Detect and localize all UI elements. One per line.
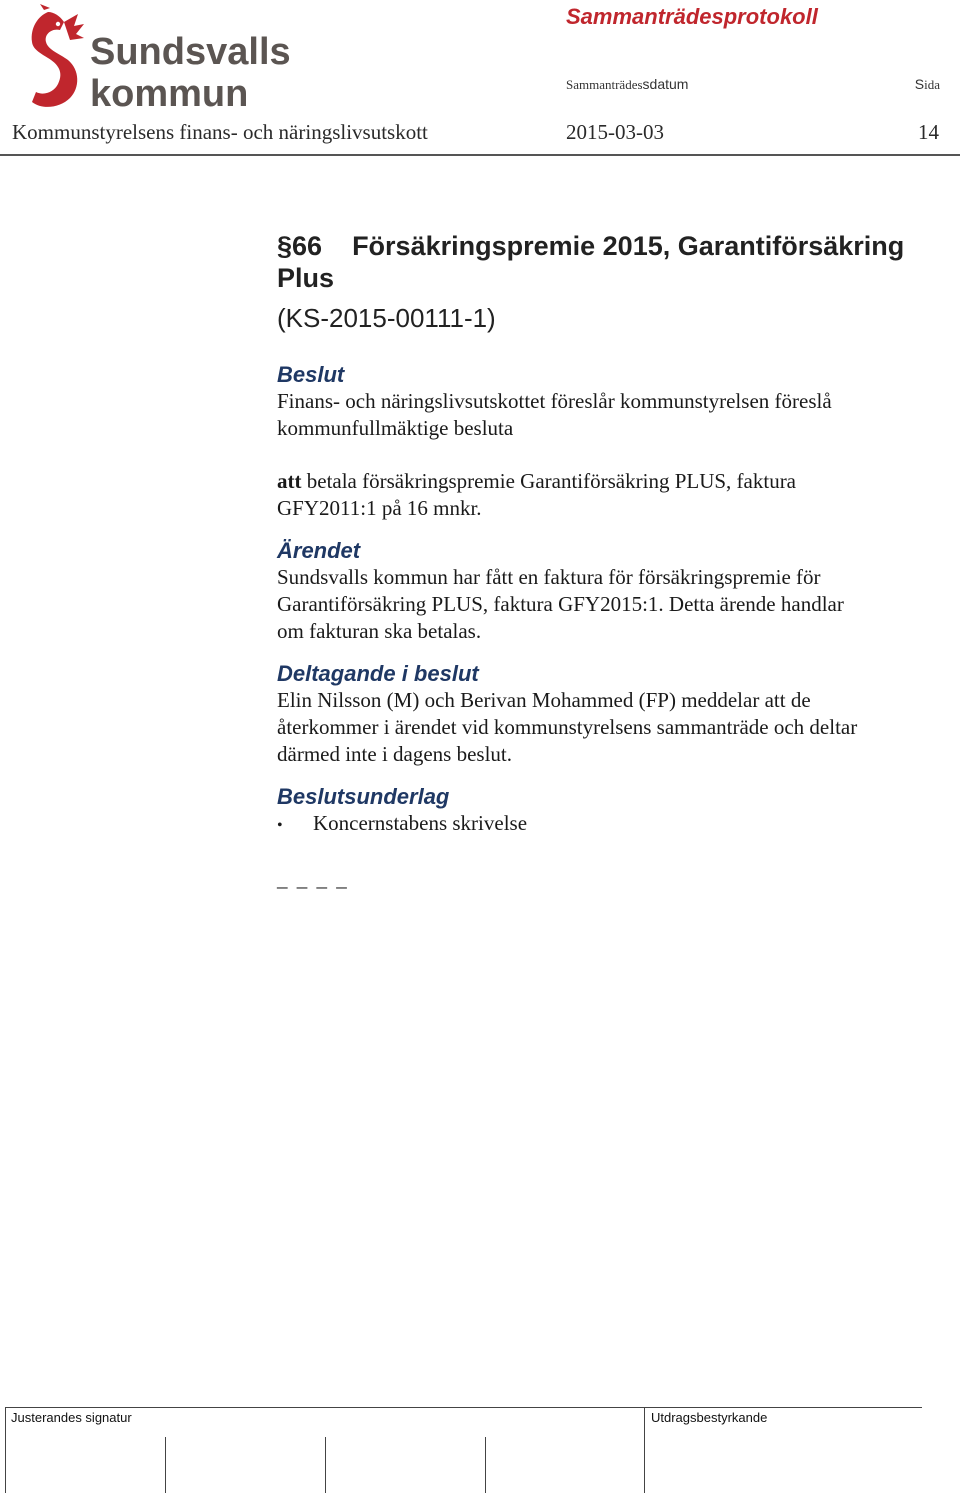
beslut-att-clause [277,468,937,522]
att-keyword: att [277,469,302,493]
case-reference: (KS-2015-00111-1) [277,303,496,333]
arendet-line2: Garantiförsäkring PLUS, faktura GFY2015:1. Detta ärende handlar [277,592,844,616]
signature-box-divider [165,1437,166,1493]
beslut-line2: kommunfullmäktige besluta [277,416,514,440]
deltagande-line1: Elin Nilsson (M) och Berivan Mohammed (FP) meddelar att de [277,688,811,712]
beslut-line1: Finans- och näringslivsutskottet föreslår kommunstyrelsen föreslå [277,389,832,413]
underlag-item: Koncernstabens skrivelse [313,811,528,835]
header-divider [0,154,960,156]
heading-beslut: Beslut [277,362,345,387]
item-title-line2: Plus [277,263,335,293]
footer-top-rule [5,1407,922,1408]
page-label-part1: S [914,76,925,92]
date-label-part2: sdatum [642,76,689,92]
bullet-icon: • [277,817,283,834]
document-type: Sammanträdesprotokoll [566,4,818,29]
dragon-emblem-icon [32,4,84,107]
extract-label: Utdragsbestyrkande [651,1410,768,1425]
arendet-line1: Sundsvalls kommun har fått en faktura för försäkringspremie för [277,565,821,589]
date-label-part1: Sammanträdes [566,77,643,92]
arendet-line3: om fakturan ska betalas. [277,619,482,643]
footer-divider [5,1407,6,1493]
page-number: 14 [918,120,939,144]
protocol-item [277,230,937,892]
beslut-text [277,388,937,442]
item-title-line1: Försäkringspremie 2015, Garantiförsäkring [352,231,905,261]
signature-footer [5,1407,922,1493]
sundsvalls-kommun-logo [18,4,318,120]
heading-beslutsunderlag: Beslutsunderlag [277,784,450,809]
page-label [915,76,940,93]
deltagande-text [277,687,937,768]
paragraph-number: §66 [277,231,323,261]
end-marker: _ _ _ _ [277,867,349,891]
arendet-text [277,564,937,645]
logo-text-kommun: kommun [90,73,249,115]
item-title [277,230,937,294]
heading-arendet: Ärendet [277,538,361,563]
logo-text-sundsvalls: Sundsvalls [90,31,291,73]
meeting-date: 2015-03-03 [566,120,664,144]
signature-box-divider [325,1437,326,1493]
organisation-name: Kommunstyrelsens finans- och näringslivsutskott [12,120,428,144]
footer-divider [644,1407,645,1493]
list-item [277,810,937,839]
deltagande-line2: återkommer i ärendet vid kommunstyrelsens sammanträde och deltar [277,715,858,739]
att-line2: GFY2011:1 på 16 mnkr. [277,496,482,520]
deltagande-line3: därmed inte i dagens beslut. [277,742,513,766]
signature-label: Justerandes signatur [11,1410,132,1425]
page-label-part2: ida [924,77,940,92]
heading-deltagande: Deltagande i beslut [277,661,479,686]
signature-box-divider [485,1437,486,1493]
date-label [566,76,688,93]
att-line1: betala försäkringspremie Garantiförsäkring PLUS, faktura [301,469,797,493]
